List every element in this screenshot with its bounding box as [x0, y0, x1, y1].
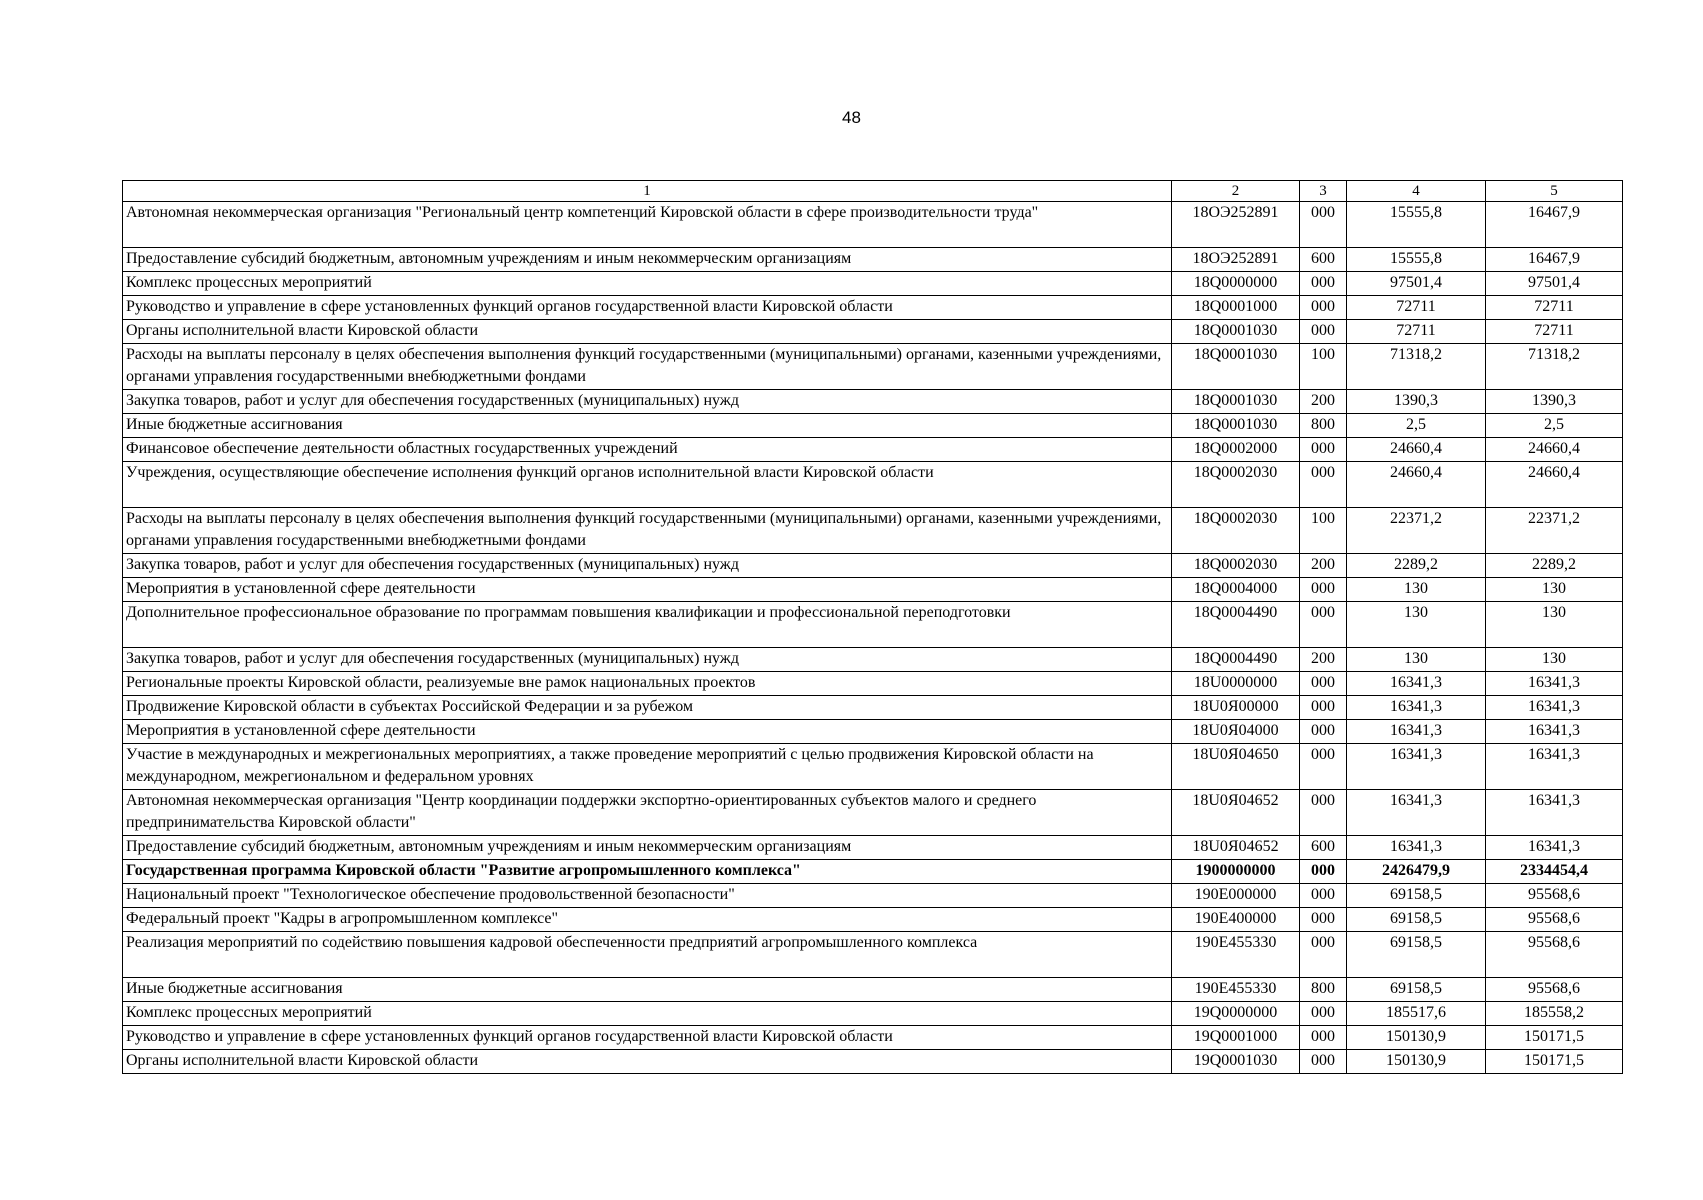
row-expense-type-cell: 000: [1300, 696, 1347, 720]
row-code-cell: 19Q0001000: [1172, 1026, 1300, 1050]
row-value-4-cell: 69158,5: [1347, 932, 1486, 978]
row-code-cell: 18Q0001030: [1172, 344, 1300, 390]
row-value-5-cell: 72711: [1486, 320, 1623, 344]
row-value-4-cell: 130: [1347, 578, 1486, 602]
header-cell-4: 4: [1347, 181, 1486, 202]
row-expense-type-cell: 200: [1300, 554, 1347, 578]
row-value-4-cell: 72711: [1347, 320, 1486, 344]
row-value-4-cell: 72711: [1347, 296, 1486, 320]
row-code-cell: 18U0000000: [1172, 672, 1300, 696]
table-row: [123, 744, 1623, 790]
row-expense-type-cell: 600: [1300, 248, 1347, 272]
row-expense-type-cell: 000: [1300, 602, 1347, 648]
table-row: [123, 836, 1623, 860]
row-value-4-cell: 24660,4: [1347, 462, 1486, 508]
row-value-4-cell: 69158,5: [1347, 884, 1486, 908]
table-row: [123, 296, 1623, 320]
row-value-5-cell: 95568,6: [1486, 884, 1623, 908]
row-name-cell: Предоставление субсидий бюджетным, автономным учреждениям и иным некоммерческим организациям: [123, 836, 1172, 860]
table-row: [123, 696, 1623, 720]
table-row: [123, 860, 1623, 884]
row-expense-type-cell: 000: [1300, 932, 1347, 978]
table-row: [123, 554, 1623, 578]
table-row: [123, 932, 1623, 978]
row-name-cell: Национальный проект "Технологическое обеспечение продовольственной безопасности": [123, 884, 1172, 908]
row-name-cell: Руководство и управление в сфере установленных функций органов государственной власти Кировской области: [123, 296, 1172, 320]
header-cell-5: 5: [1486, 181, 1623, 202]
row-value-4-cell: 22371,2: [1347, 508, 1486, 554]
row-expense-type-cell: 800: [1300, 978, 1347, 1002]
row-name-cell: Автономная некоммерческая организация "Региональный центр компетенций Кировской области в сфере производительности труда": [123, 202, 1172, 248]
table-row: [123, 508, 1623, 554]
table-row: [123, 390, 1623, 414]
row-value-5-cell: 95568,6: [1486, 908, 1623, 932]
row-name-cell: Закупка товаров, работ и услуг для обеспечения государственных (муниципальных) нужд: [123, 648, 1172, 672]
header-cell-3: 3: [1300, 181, 1347, 202]
row-value-4-cell: 71318,2: [1347, 344, 1486, 390]
row-value-5-cell: 150171,5: [1486, 1026, 1623, 1050]
row-name-cell: Участие в международных и межрегиональных мероприятиях, а также проведение мероприятий с целью продвижения Кировской области на международном, межрегиональном и федеральном уровнях: [123, 744, 1172, 790]
row-code-cell: 18Q0001000: [1172, 296, 1300, 320]
row-code-cell: 18U0Я04650: [1172, 744, 1300, 790]
table-row: [123, 602, 1623, 648]
row-name-cell: Комплекс процессных мероприятий: [123, 1002, 1172, 1026]
row-value-5-cell: 2,5: [1486, 414, 1623, 438]
row-expense-type-cell: 000: [1300, 1050, 1347, 1074]
row-code-cell: 18Q0002000: [1172, 438, 1300, 462]
table-row: [123, 1002, 1623, 1026]
row-expense-type-cell: 000: [1300, 320, 1347, 344]
table-row: [123, 648, 1623, 672]
row-value-5-cell: 72711: [1486, 296, 1623, 320]
row-code-cell: 18Q0001030: [1172, 414, 1300, 438]
row-expense-type-cell: 000: [1300, 860, 1347, 884]
row-expense-type-cell: 000: [1300, 296, 1347, 320]
row-code-cell: 18Q0001030: [1172, 390, 1300, 414]
row-value-4-cell: 15555,8: [1347, 248, 1486, 272]
row-name-cell: Мероприятия в установленной сфере деятельности: [123, 578, 1172, 602]
row-code-cell: 190Е455330: [1172, 978, 1300, 1002]
row-code-cell: 18U0Я04652: [1172, 790, 1300, 836]
row-code-cell: 1900000000: [1172, 860, 1300, 884]
row-name-cell: Государственная программа Кировской области "Развитие агропромышленного комплекса": [123, 860, 1172, 884]
row-value-5-cell: 16341,3: [1486, 720, 1623, 744]
row-value-4-cell: 69158,5: [1347, 978, 1486, 1002]
table-row: [123, 1026, 1623, 1050]
row-value-4-cell: 130: [1347, 648, 1486, 672]
row-code-cell: 18Q0004490: [1172, 648, 1300, 672]
row-code-cell: 190Е400000: [1172, 908, 1300, 932]
row-value-4-cell: 150130,9: [1347, 1026, 1486, 1050]
row-code-cell: 18U0Я04000: [1172, 720, 1300, 744]
table-row: [123, 414, 1623, 438]
row-expense-type-cell: 000: [1300, 202, 1347, 248]
row-value-5-cell: 24660,4: [1486, 438, 1623, 462]
row-value-4-cell: 2426479,9: [1347, 860, 1486, 884]
row-name-cell: Комплекс процессных мероприятий: [123, 272, 1172, 296]
row-value-5-cell: 16341,3: [1486, 672, 1623, 696]
table-row: [123, 202, 1623, 248]
row-code-cell: 18ОЭ252891: [1172, 202, 1300, 248]
row-name-cell: Руководство и управление в сфере установленных функций органов государственной власти Кировской области: [123, 1026, 1172, 1050]
row-expense-type-cell: 000: [1300, 578, 1347, 602]
row-expense-type-cell: 000: [1300, 744, 1347, 790]
row-value-4-cell: 15555,8: [1347, 202, 1486, 248]
row-value-5-cell: 71318,2: [1486, 344, 1623, 390]
budget-table: [122, 180, 1623, 1074]
row-value-5-cell: 16467,9: [1486, 202, 1623, 248]
table-row: [123, 462, 1623, 508]
row-name-cell: Иные бюджетные ассигнования: [123, 414, 1172, 438]
row-value-4-cell: 2289,2: [1347, 554, 1486, 578]
row-expense-type-cell: 000: [1300, 790, 1347, 836]
row-value-4-cell: 69158,5: [1347, 908, 1486, 932]
row-code-cell: 19Q0000000: [1172, 1002, 1300, 1026]
row-name-cell: Органы исполнительной власти Кировской области: [123, 1050, 1172, 1074]
row-expense-type-cell: 200: [1300, 390, 1347, 414]
row-value-5-cell: 2289,2: [1486, 554, 1623, 578]
row-code-cell: 18Q0000000: [1172, 272, 1300, 296]
row-value-4-cell: 130: [1347, 602, 1486, 648]
row-value-5-cell: 2334454,4: [1486, 860, 1623, 884]
row-value-5-cell: 185558,2: [1486, 1002, 1623, 1026]
row-name-cell: Закупка товаров, работ и услуг для обеспечения государственных (муниципальных) нужд: [123, 554, 1172, 578]
row-name-cell: Автономная некоммерческая организация "Центр координации поддержки экспортно-ориентированных субъектов малого и среднего предпринимательства Кировской области": [123, 790, 1172, 836]
table-row: [123, 438, 1623, 462]
row-value-5-cell: 16341,3: [1486, 790, 1623, 836]
row-name-cell: Органы исполнительной власти Кировской области: [123, 320, 1172, 344]
row-expense-type-cell: 000: [1300, 1026, 1347, 1050]
row-value-4-cell: 2,5: [1347, 414, 1486, 438]
row-code-cell: 18Q0002030: [1172, 462, 1300, 508]
row-expense-type-cell: 100: [1300, 344, 1347, 390]
table-row: [123, 720, 1623, 744]
row-name-cell: Расходы на выплаты персоналу в целях обеспечения выполнения функций государственными (муниципальными) органами, казенными учреждениями, органами управления государственными внебюджетными фондами: [123, 508, 1172, 554]
row-name-cell: Закупка товаров, работ и услуг для обеспечения государственных (муниципальных) нужд: [123, 390, 1172, 414]
row-expense-type-cell: 000: [1300, 438, 1347, 462]
table-row: [123, 578, 1623, 602]
row-value-5-cell: 24660,4: [1486, 462, 1623, 508]
row-code-cell: 18U0Я00000: [1172, 696, 1300, 720]
row-code-cell: 18U0Я04652: [1172, 836, 1300, 860]
row-value-4-cell: 16341,3: [1347, 790, 1486, 836]
row-name-cell: Реализация мероприятий по содействию повышения кадровой обеспеченности предприятий агропромышленного комплекса: [123, 932, 1172, 978]
row-value-5-cell: 130: [1486, 648, 1623, 672]
row-expense-type-cell: 100: [1300, 508, 1347, 554]
row-expense-type-cell: 000: [1300, 272, 1347, 296]
table-header-row: [123, 181, 1623, 202]
row-name-cell: Региональные проекты Кировской области, реализуемые вне рамок национальных проектов: [123, 672, 1172, 696]
row-name-cell: Иные бюджетные ассигнования: [123, 978, 1172, 1002]
row-expense-type-cell: 000: [1300, 672, 1347, 696]
row-value-4-cell: 16341,3: [1347, 744, 1486, 790]
row-name-cell: Продвижение Кировской области в субъектах Российской Федерации и за рубежом: [123, 696, 1172, 720]
row-name-cell: Учреждения, осуществляющие обеспечение исполнения функций органов исполнительной власти Кировской области: [123, 462, 1172, 508]
row-value-5-cell: 16341,3: [1486, 836, 1623, 860]
row-value-4-cell: 16341,3: [1347, 720, 1486, 744]
row-name-cell: Федеральный проект "Кадры в агропромышленном комплексе": [123, 908, 1172, 932]
row-name-cell: Предоставление субсидий бюджетным, автономным учреждениям и иным некоммерческим организациям: [123, 248, 1172, 272]
row-code-cell: 18ОЭ252891: [1172, 248, 1300, 272]
row-value-5-cell: 16467,9: [1486, 248, 1623, 272]
row-value-5-cell: 95568,6: [1486, 932, 1623, 978]
row-value-5-cell: 22371,2: [1486, 508, 1623, 554]
row-expense-type-cell: 000: [1300, 1002, 1347, 1026]
table-row: [123, 908, 1623, 932]
row-code-cell: 190Е000000: [1172, 884, 1300, 908]
table-row: [123, 884, 1623, 908]
row-code-cell: 19Q0001030: [1172, 1050, 1300, 1074]
row-code-cell: 18Q0004490: [1172, 602, 1300, 648]
table-row: [123, 978, 1623, 1002]
row-expense-type-cell: 200: [1300, 648, 1347, 672]
table-row: [123, 320, 1623, 344]
row-value-4-cell: 150130,9: [1347, 1050, 1486, 1074]
table-row: [123, 344, 1623, 390]
table-row: [123, 272, 1623, 296]
row-name-cell: Мероприятия в установленной сфере деятельности: [123, 720, 1172, 744]
row-code-cell: 18Q0002030: [1172, 508, 1300, 554]
row-value-4-cell: 1390,3: [1347, 390, 1486, 414]
row-value-4-cell: 16341,3: [1347, 836, 1486, 860]
row-value-5-cell: 16341,3: [1486, 744, 1623, 790]
row-code-cell: 18Q0001030: [1172, 320, 1300, 344]
row-value-5-cell: 16341,3: [1486, 696, 1623, 720]
row-code-cell: 18Q0004000: [1172, 578, 1300, 602]
row-value-5-cell: 130: [1486, 578, 1623, 602]
row-expense-type-cell: 000: [1300, 720, 1347, 744]
header-cell-1: 1: [123, 181, 1172, 202]
header-cell-2: 2: [1172, 181, 1300, 202]
table-row: [123, 672, 1623, 696]
row-value-4-cell: 24660,4: [1347, 438, 1486, 462]
row-expense-type-cell: 000: [1300, 908, 1347, 932]
page-number: 48: [842, 108, 861, 127]
row-expense-type-cell: 000: [1300, 884, 1347, 908]
row-expense-type-cell: 600: [1300, 836, 1347, 860]
row-name-cell: Дополнительное профессиональное образование по программам повышения квалификации и профессиональной переподготовки: [123, 602, 1172, 648]
row-name-cell: Расходы на выплаты персоналу в целях обеспечения выполнения функций государственными (муниципальными) органами, казенными учреждениями, органами управления государственными внебюджетными фондами: [123, 344, 1172, 390]
row-value-5-cell: 97501,4: [1486, 272, 1623, 296]
row-value-5-cell: 150171,5: [1486, 1050, 1623, 1074]
row-value-4-cell: 16341,3: [1347, 672, 1486, 696]
row-value-4-cell: 16341,3: [1347, 696, 1486, 720]
row-value-5-cell: 130: [1486, 602, 1623, 648]
table-row: [123, 248, 1623, 272]
row-value-5-cell: 95568,6: [1486, 978, 1623, 1002]
row-expense-type-cell: 000: [1300, 462, 1347, 508]
row-code-cell: 18Q0002030: [1172, 554, 1300, 578]
row-name-cell: Финансовое обеспечение деятельности областных государственных учреждений: [123, 438, 1172, 462]
row-value-4-cell: 97501,4: [1347, 272, 1486, 296]
row-code-cell: 190Е455330: [1172, 932, 1300, 978]
table-row: [123, 790, 1623, 836]
row-value-4-cell: 185517,6: [1347, 1002, 1486, 1026]
table-row: [123, 1050, 1623, 1074]
row-expense-type-cell: 800: [1300, 414, 1347, 438]
row-value-5-cell: 1390,3: [1486, 390, 1623, 414]
